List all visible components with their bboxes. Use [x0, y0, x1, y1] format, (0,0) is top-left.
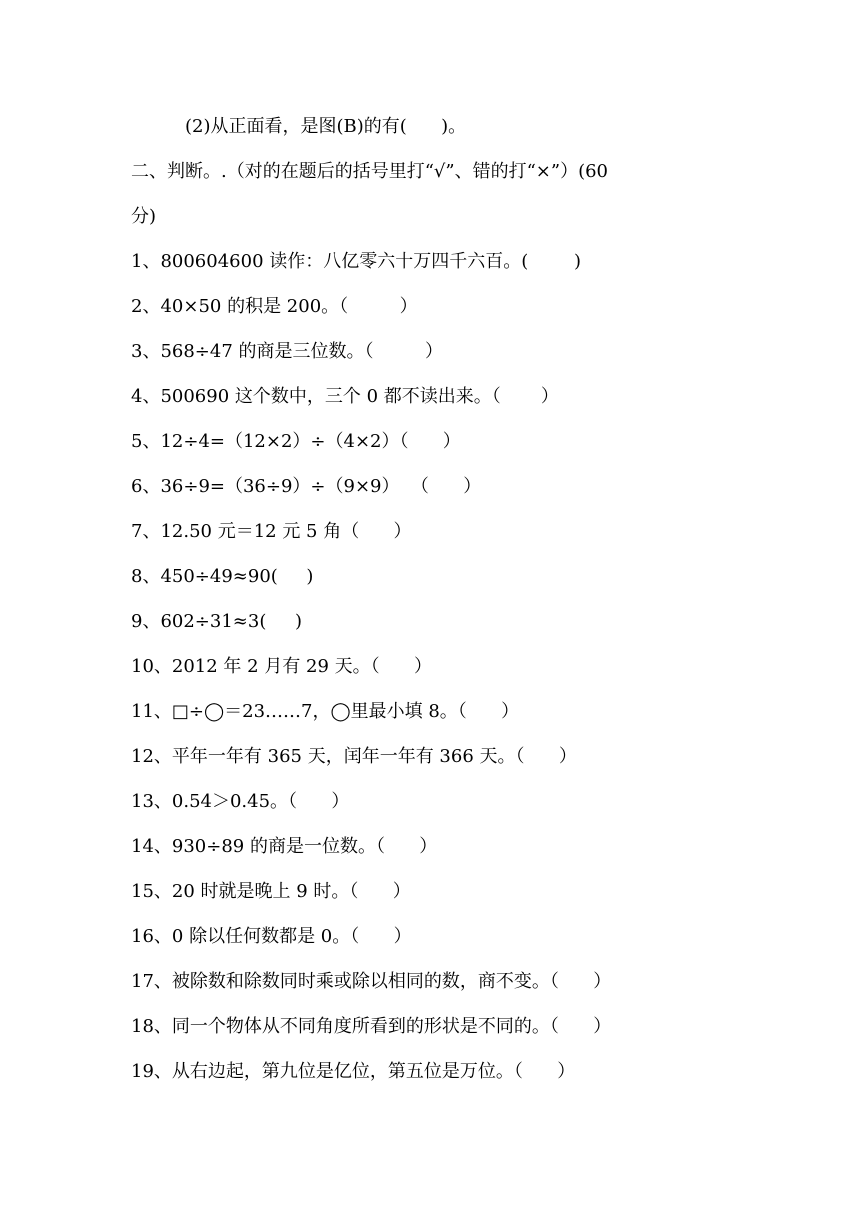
- question-item: 1、800604600 读作：八亿零六十万四千六百。( ): [131, 251, 582, 272]
- question-item: 11、□÷◯＝23……7，◯里最小填 8。（ ）: [131, 701, 520, 722]
- question-item: 10、2012 年 2 月有 29 天。（ ）: [131, 656, 433, 677]
- section-title-line-2: 分): [131, 206, 157, 227]
- intro-question-line: (2)从正面看，是图(B)的有( )。: [185, 116, 467, 137]
- judgment-question-list: [131, 250, 611, 1105]
- question-item: 7、12.50 元＝12 元 5 角（ ）: [131, 521, 412, 542]
- question-item: 4、500690 这个数中，三个 0 都不读出来。（ ）: [131, 386, 559, 407]
- question-item: 16、0 除以任何数都是 0。（ ）: [131, 926, 412, 947]
- question-item: 18、同一个物体从不同角度所看到的形状是不同的。（ ）: [131, 1016, 612, 1037]
- question-item: 9、602÷31≈3( ): [131, 611, 302, 632]
- question-item: 17、被除数和除数同时乘或除以相同的数，商不变。（ ）: [131, 971, 612, 992]
- question-item: 14、930÷89 的商是一位数。（ ）: [131, 836, 438, 857]
- question-item: 3、568÷47 的商是三位数。（ ）: [131, 341, 444, 362]
- question-item: 2、40×50 的积是 200。（ ）: [131, 296, 418, 317]
- question-item: 12、平年一年有 365 天，闰年一年有 366 天。（ ）: [131, 746, 577, 767]
- question-item: 15、20 时就是晚上 9 时。（ ）: [131, 881, 411, 902]
- question-item: 19、从右边起，第九位是亿位，第五位是万位。（ ）: [131, 1061, 576, 1082]
- section-title-line-1: 二、判断。.（对的在题后的括号里打“√”、错的打“×”）(60: [131, 161, 609, 182]
- question-item: 5、12÷4=（12×2）÷（4×2）（ ）: [131, 431, 461, 452]
- question-item: 8、450÷49≈90( ): [131, 566, 314, 587]
- question-item: 13、0.54＞0.45。（ ）: [131, 791, 350, 812]
- question-item: 6、36÷9=（36÷9）÷（9×9） （ ）: [131, 476, 482, 497]
